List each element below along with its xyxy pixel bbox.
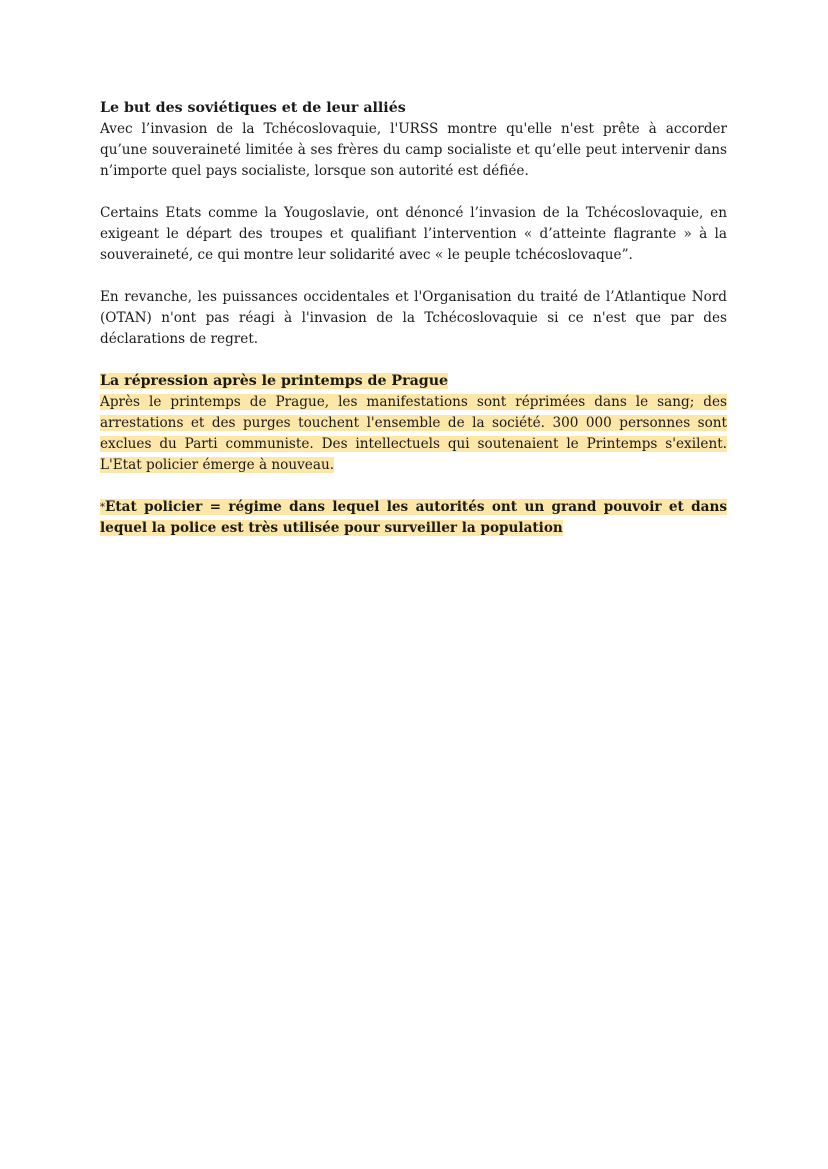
highlighted-heading-text: La répression après le printemps de Prague xyxy=(100,373,449,389)
highlighted-note xyxy=(100,499,727,536)
document-page xyxy=(100,98,727,539)
note-marker: * xyxy=(100,502,105,513)
section-heading-soviet-goal: Le but des soviétiques et de leur alliés xyxy=(100,100,406,116)
paragraph-urss-invasion: Avec l’invasion de la Tchécoslovaquie, l'URSS montre qu'elle n'est prête à accorder qu’une souveraineté limitée à ses frères du camp socialiste et qu’elle peut intervenir dans n’importe quel pays socialiste, lorsque son autorité est défiée. xyxy=(100,121,727,179)
paragraph-otan: En revanche, les puissances occidentales et l'Organisation du traité de l’Atlantique Nord (OTAN) n'ont pas réagi à l'invasion de la Tchécoslovaquie si ce n'est que par des déclarations de regret. xyxy=(100,289,727,347)
note-text: Etat policier = régime dans lequel les autorités ont un grand pouvoir et dans lequel la police est très utilisée pour surveiller la population xyxy=(100,499,727,536)
highlighted-paragraph-text: Après le printemps de Prague, les manifestations sont réprimées dans le sang; des arrestations et des purges touchent l'ensemble de la société. 300 000 personnes sont exclues du Parti communiste. Des intellectuels qui soutenaient le Printemps s'exilent. L'Etat policier émerge à nouveau. xyxy=(100,394,727,473)
section-heading-repression xyxy=(100,371,727,392)
definition-note xyxy=(100,497,727,539)
paragraph-yougoslavie: Certains Etats comme la Yougoslavie, ont dénoncé l’invasion de la Tchécoslovaquie, en exigeant le départ des troupes et qualifiant l’intervention « d’atteinte flagrante » à la souveraineté, ce qui montre leur solidarité avec « le peuple tchécoslovaque”. xyxy=(100,205,727,263)
paragraph-repression xyxy=(100,392,727,476)
